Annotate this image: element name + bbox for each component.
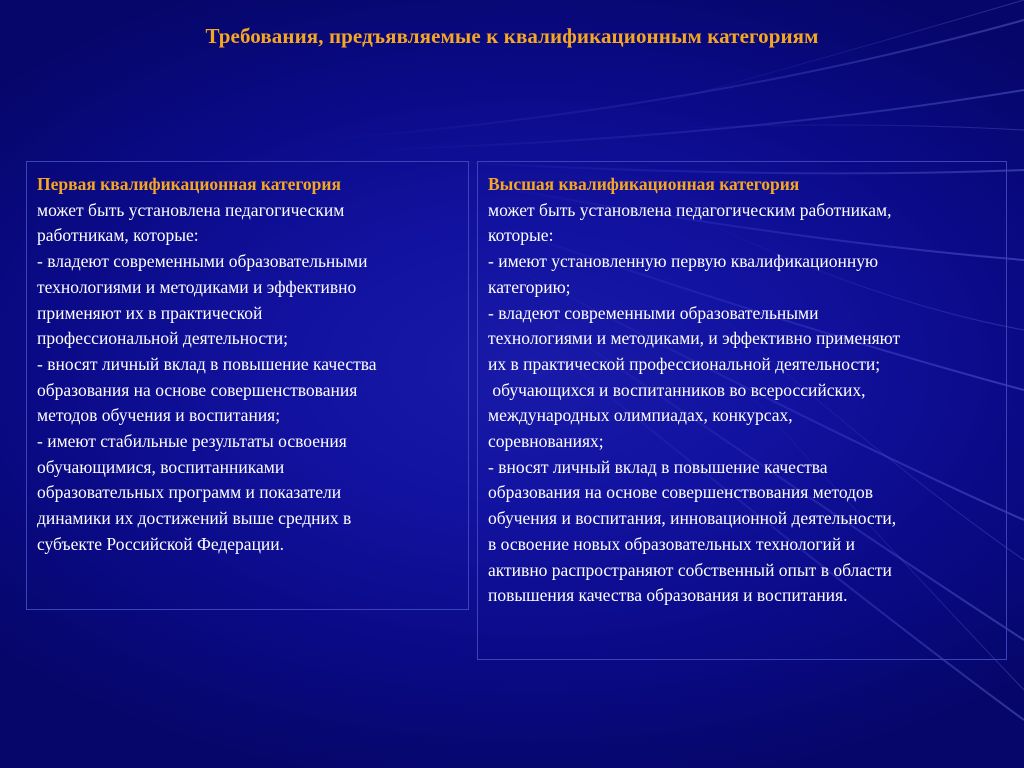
first-category-heading: Первая квалификационная категория	[37, 174, 341, 194]
highest-category-line: которые:	[488, 225, 554, 246]
highest-category-line: повышения качества образования и воспитания.	[488, 585, 848, 606]
highest-category-line: обучающихся и воспитанников во всероссийских,	[488, 379, 866, 400]
highest-category-line: в освоение новых образовательных технологий и	[488, 533, 856, 554]
first-category-line: обучающимися, воспитанниками	[37, 456, 285, 477]
highest-category-line: - вносят личный вклад в повышение качества	[488, 456, 828, 477]
first-category-line: методов обучения и воспитания;	[37, 405, 281, 426]
highest-category-line: - владеют современными образовательными	[488, 302, 819, 323]
first-category-panel	[26, 161, 469, 610]
first-category-line: работникам, которые:	[37, 225, 199, 246]
highest-category-line: международных олимпиадах, конкурсах,	[488, 405, 793, 426]
first-category-line: профессиональной деятельности;	[37, 328, 288, 349]
highest-category-line: технологиями и методиками, и эффективно применяют	[488, 328, 901, 349]
first-category-line: - вносят личный вклад в повышение качества	[37, 353, 377, 374]
highest-category-line: их в практической профессиональной деятельности;	[488, 353, 881, 374]
first-category-line: технологиями и методиками и эффективно	[37, 276, 357, 297]
first-category-line: применяют их в практической	[37, 302, 263, 323]
first-category-line: может быть установлена педагогическим	[37, 199, 345, 220]
first-category-line: - имеют стабильные результаты освоения	[37, 431, 347, 452]
highest-category-line: - имеют установленную первую квалификационную	[488, 251, 879, 272]
highest-category-panel	[477, 161, 1007, 660]
first-category-line: - владеют современными образовательными	[37, 251, 368, 272]
highest-category-line: соревнованиях;	[488, 431, 604, 452]
highest-category-line: категорию;	[488, 276, 571, 297]
highest-category-heading: Высшая квалификационная категория	[488, 174, 800, 194]
slide-title: Требования, предъявляемые к квалификационным категориям	[205, 24, 819, 48]
first-category-line: субъекте Российской Федерации.	[37, 533, 285, 554]
highest-category-line: может быть установлена педагогическим работникам,	[488, 199, 892, 220]
highest-category-line: активно распространяют собственный опыт в области	[488, 559, 892, 580]
highest-category-line: обучения и воспитания, инновационной деятельности,	[488, 508, 897, 529]
highest-category-line: образования на основе совершенствования методов	[488, 482, 874, 503]
first-category-line: образования на основе совершенствования	[37, 379, 358, 400]
first-category-line: динамики их достижений выше средних в	[37, 508, 352, 529]
first-category-line: образовательных программ и показатели	[37, 482, 342, 503]
